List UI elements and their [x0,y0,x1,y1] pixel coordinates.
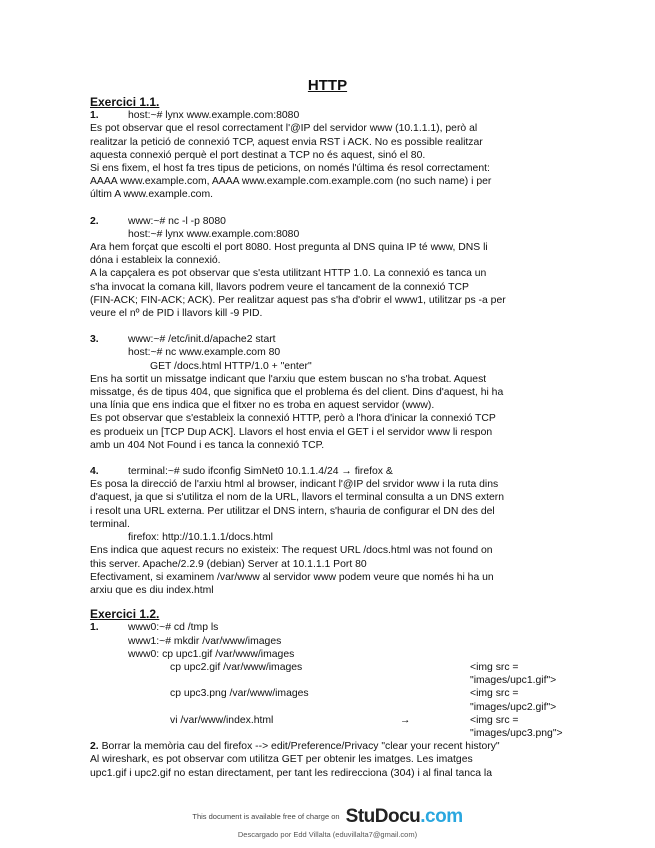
command-line: terminal:~# sudo ifconfig SimNet0 10.1.1.4/24 → firefox & [128,466,393,478]
text-line: aquesta connexió perquè el port destinat a TCP no és aquest, sinó el 80. [90,149,426,161]
text-line: terminal. [90,518,130,530]
arrow-icon [400,661,470,687]
command-line: cp upc3.png /var/www/images [170,688,309,700]
text-line: es produeix un [TCP Dup ACK]. Llavors el host envia el GET i el servidor www li respon [90,426,493,438]
text-line: i resolt una URL externa. Per utilitzar el DNS intern, s'hauria de configurar el DN des del [90,505,495,517]
img-tag: <img src = "images/upc2.gif"> [470,688,557,713]
copy-row [90,687,580,713]
copy-row [90,714,580,740]
text-line: últim A www.example.com. [90,189,213,201]
text-line: arxiu que es diu index.html [90,584,214,596]
studocu-logo[interactable] [346,806,463,827]
document-body [90,96,580,780]
step-number: 2. [90,741,99,753]
studocu-banner [0,806,655,828]
logo-domain: .com [420,806,463,827]
text-line: s'ha invocat la comana kill, llavors podrem veure el tancament de la connexió TCP [90,281,469,293]
page-title: HTTP [307,77,348,94]
text-line: d'aquest, ja que si s'utilitza el nom de la URL, llavors el terminal consulta a un DNS extern [90,492,505,504]
text-line: A la capçalera es pot observar que s'esta utilitzant HTTP 1.0. La connexió es tanca un [90,268,487,280]
text-line: dóna i estableix la connexió. [90,255,221,267]
text-line: Al wireshark, es pot observar com utilitza GET per obtenir les imatges. Les imatges [90,754,473,766]
text-line: Efectivament, si examinem /var/www al servidor www podem veure que només hi ha un [90,571,494,583]
text-line: (FIN-ACK; FIN-ACK; ACK). Per realitzar aquest pas s'ha d'obrir el www1, utilitzar ps -a per [90,294,506,306]
text-line: Si ens fixem, el host fa tres tipus de peticions, on només l'última és resol correctament: [90,163,490,175]
command-line: host:~# lynx www.example.com:8080 [128,228,300,240]
text-line: Ens ha sortit un missatge indicant que l'arxiu que estem buscan no s'ha trobat. Aquest [90,373,487,385]
command-line: cp upc2.gif /var/www/images [170,661,303,673]
command-line: host:~# nc www.example.com 80 [128,347,281,359]
step-2-2 [90,740,580,753]
text-line: amb un 404 Not Found i es tanca la connexió TCP. [90,439,325,451]
section-heading-ex11: Exercici 1.1. [90,95,160,109]
command-line: host:~# lynx www.example.com:8080 [128,110,300,122]
img-tag: <img src = "images/upc1.gif"> [470,661,557,687]
text-line: realitzar la petició de connexió TCP, aquest envia RST i ACK. No es possible realitzar [90,136,483,148]
command-line: vi /var/www/index.html [170,714,274,726]
step-2-1 [90,621,580,634]
text-line: Borrar la memòria cau del firefox --> edit/Preference/Privacy "clear your recent history" [101,741,500,753]
text-line: Es posa la direcció de l'arxiu html al browser, indicant l'@IP del srvidor www i la ruta dins [90,479,499,491]
command-line: firefox: http://10.1.1.1/docs.html [128,532,273,544]
copy-row [90,661,580,687]
text-line: veure el nº de PID i llavors kill -9 PID. [90,308,263,320]
command-line: GET /docs.html HTTP/1.0 + "enter" [150,360,312,372]
text-line: missatge, és de tipus 404, que significa que el problema és del client. Dins d'aquest, hi ha [90,387,504,399]
arrow-icon: → [400,714,411,726]
text-line: upc1.gif i upc2.gif no estan directament, per tant les redirecciona (304) i al final tanca la [90,767,492,779]
text-line: this server. Apache/2.2.9 (debian) Server at 10.1.1.1 Port 80 [90,558,367,570]
step-number: 3. [90,334,99,346]
step-number: 4. [90,466,99,478]
step-1-3 [90,333,580,346]
section-heading-ex12: Exercici 1.2. [90,607,160,622]
download-credit: Descargado por Edd Villalta (eduvillalta7@gmail.com) [237,830,418,839]
text-line: Ara hem forçat que escolti el port 8080. Host pregunta al DNS quina IP té www, DNS li [90,242,488,254]
availability-note: This document is available free of charge on [192,812,340,821]
command-line: www:~# /etc/init.d/apache2 start [128,334,276,346]
img-tag: <img src = "images/upc3.png"> [470,714,563,739]
text-line: Es pot observar que s'estableix la connexió HTTP, però a l'hora d'inicar la connexió TCP [90,413,496,425]
command-line: www0:~# cd /tmp ls [128,622,219,634]
text-line: una línia que ens indica que el fitxer no es troba en aquest servidor (www). [90,400,435,412]
command-line: www1:~# mkdir /var/www/images [128,635,282,647]
command-line: www0: cp upc1.gif /var/www/images [128,648,295,660]
command-line: www:~# nc -l -p 8080 [128,215,226,227]
logo-name: StuDocu [345,806,421,827]
arrow-icon [400,687,470,713]
text-line: AAAA www.example.com, AAAA www.example.com.example.com (no such name) i per [90,176,492,188]
step-number: 1. [90,110,99,122]
text-line: Ens indica que aquest recurs no existeix: The request URL /docs.html was not found on [90,545,493,557]
step-number: 1. [90,622,99,634]
text-line: Es pot observar que el resol correctament l'@IP del servidor www (10.1.1.1), però al [90,123,478,135]
step-number: 2. [90,215,99,227]
step-1-1 [90,109,580,122]
step-1-2 [90,215,580,228]
step-1-4 [90,465,580,478]
